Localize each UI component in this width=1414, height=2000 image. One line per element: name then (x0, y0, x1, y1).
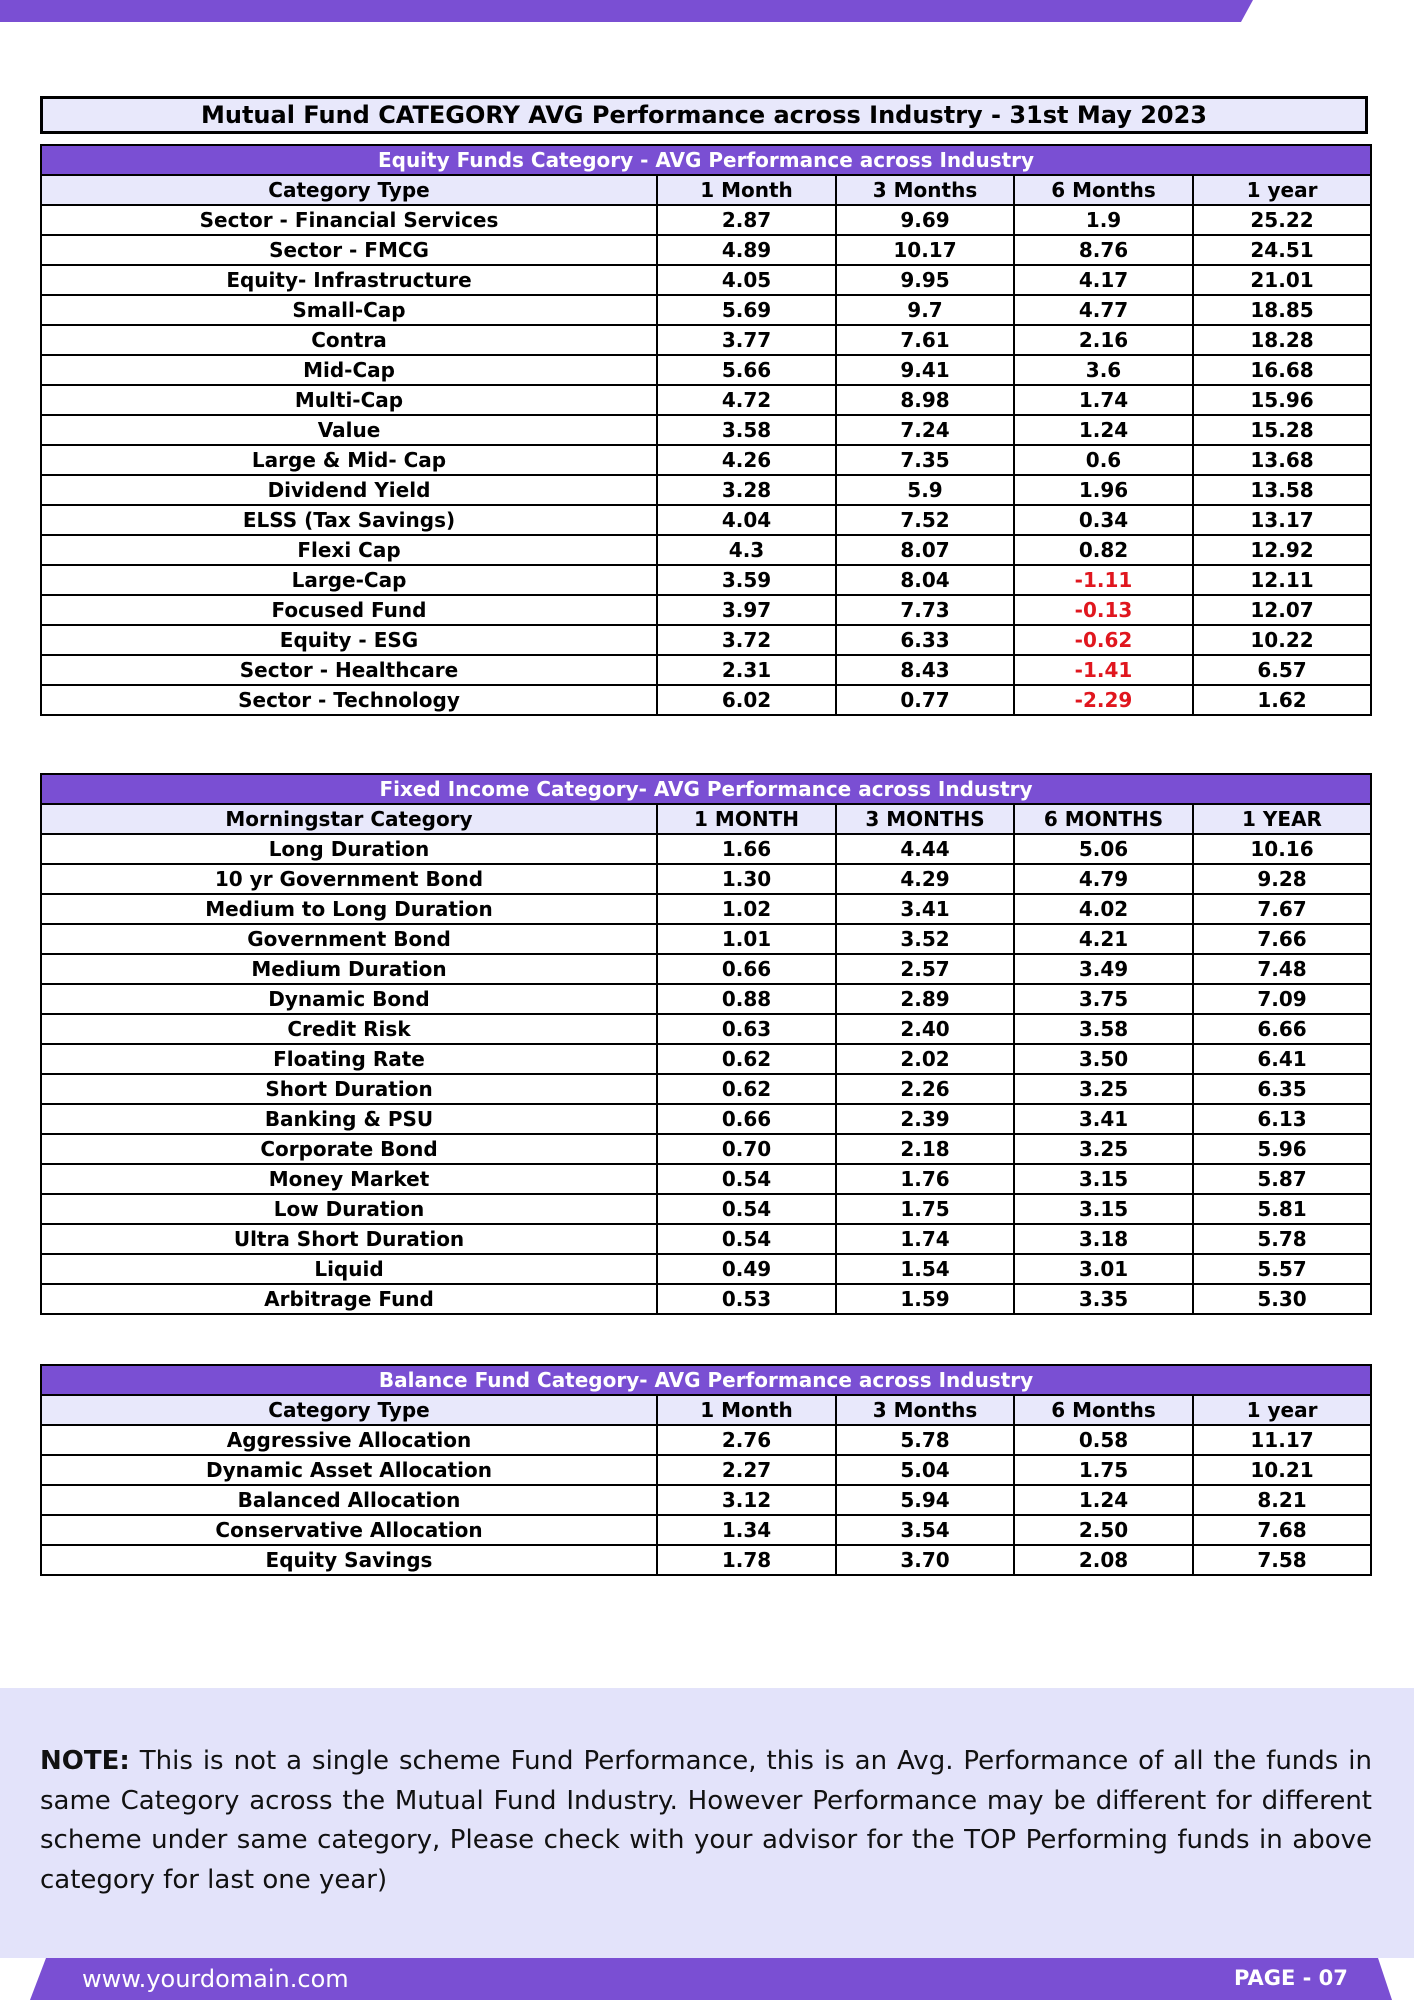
return-value-cell: 1.30 (657, 864, 836, 894)
return-value-cell: 6.66 (1193, 1014, 1371, 1044)
return-value-cell: 4.05 (657, 265, 836, 295)
return-value-cell: 5.9 (836, 475, 1014, 505)
return-value-cell: 1.59 (836, 1284, 1014, 1314)
return-value-cell: 4.26 (657, 445, 836, 475)
return-value-cell: 0.54 (657, 1224, 836, 1254)
column-header: 3 Months (836, 175, 1014, 205)
return-value-cell: 5.81 (1193, 1194, 1371, 1224)
return-value-cell: 15.96 (1193, 385, 1371, 415)
return-value-cell: 3.6 (1014, 355, 1193, 385)
section-title: Equity Funds Category - AVG Performance across Industry (41, 145, 1371, 175)
return-value-cell: 2.18 (836, 1134, 1014, 1164)
return-value-cell: 0.54 (657, 1194, 836, 1224)
return-value-cell: 7.67 (1193, 894, 1371, 924)
return-value-cell: 4.79 (1014, 864, 1193, 894)
return-value-cell: 7.48 (1193, 954, 1371, 984)
column-header: 6 Months (1014, 1395, 1193, 1425)
return-value-cell: 6.57 (1193, 655, 1371, 685)
return-value-cell: 4.02 (1014, 894, 1193, 924)
category-name-cell: Conservative Allocation (41, 1515, 657, 1545)
return-value-cell: 1.02 (657, 894, 836, 924)
return-value-cell: 3.15 (1014, 1164, 1193, 1194)
return-value-cell: 7.58 (1193, 1545, 1371, 1575)
return-value-cell: 8.21 (1193, 1485, 1371, 1515)
return-value-cell: 1.24 (1014, 1485, 1193, 1515)
section-title: Fixed Income Category- AVG Performance across Industry (41, 774, 1371, 804)
return-value-cell: 1.74 (1014, 385, 1193, 415)
section-title-row (41, 145, 1371, 175)
return-value-cell: 0.6 (1014, 445, 1193, 475)
return-value-cell: 5.78 (1193, 1224, 1371, 1254)
return-value-cell: 5.94 (836, 1485, 1014, 1515)
return-value-cell: 6.02 (657, 685, 836, 715)
return-value-cell: 2.31 (657, 655, 836, 685)
return-value-cell: 8.76 (1014, 235, 1193, 265)
return-value-cell: 0.62 (657, 1044, 836, 1074)
column-header-row (41, 804, 1371, 834)
category-name-cell: Corporate Bond (41, 1134, 657, 1164)
return-value-cell: 5.87 (1193, 1164, 1371, 1194)
column-header-row (41, 175, 1371, 205)
category-name-cell: 10 yr Government Bond (41, 864, 657, 894)
table-row (41, 1455, 1371, 1485)
return-value-cell: 8.43 (836, 655, 1014, 685)
return-value-cell: 2.08 (1014, 1545, 1193, 1575)
category-name-cell: ELSS (Tax Savings) (41, 505, 657, 535)
top-accent-band (0, 0, 1414, 22)
table-row (41, 415, 1371, 445)
return-value-cell: 5.04 (836, 1455, 1014, 1485)
return-value-cell: 8.07 (836, 535, 1014, 565)
return-value-cell: 3.01 (1014, 1254, 1193, 1284)
equity-performance-table (40, 144, 1372, 716)
table-row (41, 505, 1371, 535)
return-value-cell: 2.50 (1014, 1515, 1193, 1545)
return-value-cell: 0.58 (1014, 1425, 1193, 1455)
return-value-cell: 5.30 (1193, 1284, 1371, 1314)
category-name-cell: Money Market (41, 1164, 657, 1194)
return-value-cell: 18.28 (1193, 325, 1371, 355)
table-row (41, 685, 1371, 715)
return-value-cell: 9.7 (836, 295, 1014, 325)
category-name-cell: Banking & PSU (41, 1104, 657, 1134)
column-header: 1 YEAR (1193, 804, 1371, 834)
column-header: 1 MONTH (657, 804, 836, 834)
return-value-cell: 0.54 (657, 1164, 836, 1194)
return-value-cell: 10.16 (1193, 834, 1371, 864)
column-header-row (41, 1395, 1371, 1425)
table-row (41, 445, 1371, 475)
return-value-cell: 7.61 (836, 325, 1014, 355)
return-value-cell: 7.09 (1193, 984, 1371, 1014)
category-name-cell: Ultra Short Duration (41, 1224, 657, 1254)
category-name-cell: Credit Risk (41, 1014, 657, 1044)
table-row (41, 1224, 1371, 1254)
table-row (41, 1134, 1371, 1164)
table-row (41, 265, 1371, 295)
return-value-cell: 8.04 (836, 565, 1014, 595)
category-name-cell: Floating Rate (41, 1044, 657, 1074)
category-name-cell: Value (41, 415, 657, 445)
return-value-cell: 11.17 (1193, 1425, 1371, 1455)
category-name-cell: Equity- Infrastructure (41, 265, 657, 295)
return-value-cell: 2.39 (836, 1104, 1014, 1134)
return-value-cell: 3.49 (1014, 954, 1193, 984)
return-value-cell: 3.25 (1014, 1074, 1193, 1104)
return-value-cell: 12.92 (1193, 535, 1371, 565)
column-header: 3 Months (836, 1395, 1014, 1425)
category-name-cell: Dividend Yield (41, 475, 657, 505)
return-value-cell: 5.66 (657, 355, 836, 385)
return-value-cell: 0.66 (657, 1104, 836, 1134)
return-value-cell: 0.34 (1014, 505, 1193, 535)
return-value-cell: 2.16 (1014, 325, 1193, 355)
column-header: 1 year (1193, 1395, 1371, 1425)
return-value-cell: 7.68 (1193, 1515, 1371, 1545)
table-row (41, 1074, 1371, 1104)
return-value-cell: 6.13 (1193, 1104, 1371, 1134)
return-value-cell: 3.58 (1014, 1014, 1193, 1044)
return-value-cell: 4.44 (836, 834, 1014, 864)
return-value-cell: 13.68 (1193, 445, 1371, 475)
return-value-cell: 4.3 (657, 535, 836, 565)
return-value-cell: -2.29 (1014, 685, 1193, 715)
return-value-cell: -0.62 (1014, 625, 1193, 655)
category-name-cell: Contra (41, 325, 657, 355)
table-row (41, 535, 1371, 565)
table-row (41, 1014, 1371, 1044)
return-value-cell: -1.41 (1014, 655, 1193, 685)
category-name-cell: Dynamic Bond (41, 984, 657, 1014)
category-name-cell: Multi-Cap (41, 385, 657, 415)
return-value-cell: 5.06 (1014, 834, 1193, 864)
table-row (41, 475, 1371, 505)
return-value-cell: 9.28 (1193, 864, 1371, 894)
return-value-cell: 7.24 (836, 415, 1014, 445)
return-value-cell: 1.54 (836, 1254, 1014, 1284)
return-value-cell: 4.89 (657, 235, 836, 265)
return-value-cell: 0.66 (657, 954, 836, 984)
return-value-cell: 3.77 (657, 325, 836, 355)
table-row (41, 235, 1371, 265)
category-name-cell: Short Duration (41, 1074, 657, 1104)
table-row (41, 984, 1371, 1014)
category-name-cell: Sector - FMCG (41, 235, 657, 265)
column-header: Category Type (41, 175, 657, 205)
category-name-cell: Sector - Healthcare (41, 655, 657, 685)
return-value-cell: 21.01 (1193, 265, 1371, 295)
return-value-cell: 7.73 (836, 595, 1014, 625)
category-name-cell: Long Duration (41, 834, 657, 864)
column-header: 1 year (1193, 175, 1371, 205)
return-value-cell: 0.88 (657, 984, 836, 1014)
table-row (41, 295, 1371, 325)
return-value-cell: 3.41 (1014, 1104, 1193, 1134)
return-value-cell: 3.12 (657, 1485, 836, 1515)
return-value-cell: 2.26 (836, 1074, 1014, 1104)
return-value-cell: 4.29 (836, 864, 1014, 894)
note-text (40, 1742, 1372, 1900)
return-value-cell: 8.98 (836, 385, 1014, 415)
return-value-cell: 3.72 (657, 625, 836, 655)
return-value-cell: 4.17 (1014, 265, 1193, 295)
table-row (41, 1044, 1371, 1074)
return-value-cell: 2.87 (657, 205, 836, 235)
return-value-cell: 13.17 (1193, 505, 1371, 535)
return-value-cell: 2.40 (836, 1014, 1014, 1044)
category-name-cell: Sector - Financial Services (41, 205, 657, 235)
column-header: 1 Month (657, 1395, 836, 1425)
return-value-cell: 10.21 (1193, 1455, 1371, 1485)
table-row (41, 894, 1371, 924)
table-row (41, 595, 1371, 625)
category-name-cell: Aggressive Allocation (41, 1425, 657, 1455)
return-value-cell: 0.49 (657, 1254, 836, 1284)
column-header: Morningstar Category (41, 804, 657, 834)
table-row (41, 924, 1371, 954)
section-title: Balance Fund Category- AVG Performance across Industry (41, 1365, 1371, 1395)
return-value-cell: 2.27 (657, 1455, 836, 1485)
category-name-cell: Large-Cap (41, 565, 657, 595)
table-row (41, 1515, 1371, 1545)
table-row (41, 385, 1371, 415)
category-name-cell: Balanced Allocation (41, 1485, 657, 1515)
table-row (41, 655, 1371, 685)
category-name-cell: Focused Fund (41, 595, 657, 625)
return-value-cell: 3.75 (1014, 984, 1193, 1014)
return-value-cell: 3.52 (836, 924, 1014, 954)
return-value-cell: 12.11 (1193, 565, 1371, 595)
page-title: Mutual Fund CATEGORY AVG Performance across Industry - 31st May 2023 (40, 96, 1368, 134)
return-value-cell: 0.77 (836, 685, 1014, 715)
table-row (41, 625, 1371, 655)
return-value-cell: 3.41 (836, 894, 1014, 924)
return-value-cell: 3.97 (657, 595, 836, 625)
category-name-cell: Dynamic Asset Allocation (41, 1455, 657, 1485)
return-value-cell: 1.66 (657, 834, 836, 864)
page-number: PAGE - 07 (1234, 1966, 1348, 1990)
return-value-cell: 5.69 (657, 295, 836, 325)
category-name-cell: Equity Savings (41, 1545, 657, 1575)
table-row (41, 325, 1371, 355)
column-header: 6 Months (1014, 175, 1193, 205)
section-title-row (41, 774, 1371, 804)
note-body: This is not a single scheme Fund Performance, this is an Avg. Performance of all the funds in same Category across the Mutual Fund Industry. However Performance may be different for different scheme under same category, Please check with your advisor for the TOP Performing funds in above category for last one year) (40, 1746, 1372, 1895)
column-header: Category Type (41, 1395, 657, 1425)
return-value-cell: 2.89 (836, 984, 1014, 1014)
return-value-cell: 3.15 (1014, 1194, 1193, 1224)
column-header: 6 MONTHS (1014, 804, 1193, 834)
return-value-cell: 4.72 (657, 385, 836, 415)
return-value-cell: 1.75 (1014, 1455, 1193, 1485)
return-value-cell: 2.02 (836, 1044, 1014, 1074)
return-value-cell: 3.58 (657, 415, 836, 445)
return-value-cell: 7.35 (836, 445, 1014, 475)
return-value-cell: 12.07 (1193, 595, 1371, 625)
return-value-cell: 10.17 (836, 235, 1014, 265)
return-value-cell: 3.35 (1014, 1284, 1193, 1314)
return-value-cell: 1.24 (1014, 415, 1193, 445)
category-name-cell: Medium to Long Duration (41, 894, 657, 924)
return-value-cell: 4.04 (657, 505, 836, 535)
return-value-cell: 3.50 (1014, 1044, 1193, 1074)
return-value-cell: 3.28 (657, 475, 836, 505)
return-value-cell: 10.22 (1193, 625, 1371, 655)
note-label: NOTE: (40, 1746, 130, 1776)
return-value-cell: 9.95 (836, 265, 1014, 295)
return-value-cell: 1.74 (836, 1224, 1014, 1254)
return-value-cell: 9.41 (836, 355, 1014, 385)
footer-website-link[interactable]: www.yourdomain.com (82, 1965, 349, 1993)
return-value-cell: 3.25 (1014, 1134, 1193, 1164)
table-row (41, 1164, 1371, 1194)
category-name-cell: Government Bond (41, 924, 657, 954)
table-row (41, 565, 1371, 595)
table-row (41, 1104, 1371, 1134)
category-name-cell: Flexi Cap (41, 535, 657, 565)
category-name-cell: Liquid (41, 1254, 657, 1284)
table-row (41, 954, 1371, 984)
return-value-cell: 24.51 (1193, 235, 1371, 265)
return-value-cell: 6.35 (1193, 1074, 1371, 1104)
return-value-cell: 1.9 (1014, 205, 1193, 235)
table-row (41, 1194, 1371, 1224)
category-name-cell: Medium Duration (41, 954, 657, 984)
category-name-cell: Sector - Technology (41, 685, 657, 715)
column-header: 3 MONTHS (836, 804, 1014, 834)
return-value-cell: 4.21 (1014, 924, 1193, 954)
table-row (41, 1425, 1371, 1455)
return-value-cell: 3.70 (836, 1545, 1014, 1575)
return-value-cell: 3.18 (1014, 1224, 1193, 1254)
return-value-cell: 0.70 (657, 1134, 836, 1164)
category-name-cell: Arbitrage Fund (41, 1284, 657, 1314)
section-title-row (41, 1365, 1371, 1395)
fixed-income-performance-table (40, 773, 1372, 1315)
category-name-cell: Small-Cap (41, 295, 657, 325)
return-value-cell: 9.69 (836, 205, 1014, 235)
return-value-cell: 6.33 (836, 625, 1014, 655)
return-value-cell: 3.59 (657, 565, 836, 595)
return-value-cell: 0.82 (1014, 535, 1193, 565)
return-value-cell: 1.75 (836, 1194, 1014, 1224)
return-value-cell: 2.57 (836, 954, 1014, 984)
return-value-cell: 13.58 (1193, 475, 1371, 505)
category-name-cell: Large & Mid- Cap (41, 445, 657, 475)
table-row (41, 834, 1371, 864)
table-row (41, 864, 1371, 894)
return-value-cell: 1.96 (1014, 475, 1193, 505)
return-value-cell: -0.13 (1014, 595, 1193, 625)
return-value-cell: 15.28 (1193, 415, 1371, 445)
table-row (41, 1485, 1371, 1515)
category-name-cell: Equity - ESG (41, 625, 657, 655)
return-value-cell: 1.78 (657, 1545, 836, 1575)
table-row (41, 1545, 1371, 1575)
return-value-cell: 5.78 (836, 1425, 1014, 1455)
category-name-cell: Low Duration (41, 1194, 657, 1224)
return-value-cell: 1.01 (657, 924, 836, 954)
return-value-cell: 1.34 (657, 1515, 836, 1545)
column-header: 1 Month (657, 175, 836, 205)
return-value-cell: 1.76 (836, 1164, 1014, 1194)
category-name-cell: Mid-Cap (41, 355, 657, 385)
balance-fund-performance-table (40, 1364, 1372, 1576)
return-value-cell: 6.41 (1193, 1044, 1371, 1074)
return-value-cell: 7.66 (1193, 924, 1371, 954)
return-value-cell: 18.85 (1193, 295, 1371, 325)
return-value-cell: 0.62 (657, 1074, 836, 1104)
return-value-cell: 2.76 (657, 1425, 836, 1455)
return-value-cell: 1.62 (1193, 685, 1371, 715)
table-row (41, 205, 1371, 235)
return-value-cell: 7.52 (836, 505, 1014, 535)
return-value-cell: 4.77 (1014, 295, 1193, 325)
return-value-cell: 5.96 (1193, 1134, 1371, 1164)
table-row (41, 1254, 1371, 1284)
table-row (41, 355, 1371, 385)
return-value-cell: -1.11 (1014, 565, 1193, 595)
return-value-cell: 0.63 (657, 1014, 836, 1044)
return-value-cell: 3.54 (836, 1515, 1014, 1545)
return-value-cell: 16.68 (1193, 355, 1371, 385)
return-value-cell: 0.53 (657, 1284, 836, 1314)
return-value-cell: 5.57 (1193, 1254, 1371, 1284)
return-value-cell: 25.22 (1193, 205, 1371, 235)
table-row (41, 1284, 1371, 1314)
